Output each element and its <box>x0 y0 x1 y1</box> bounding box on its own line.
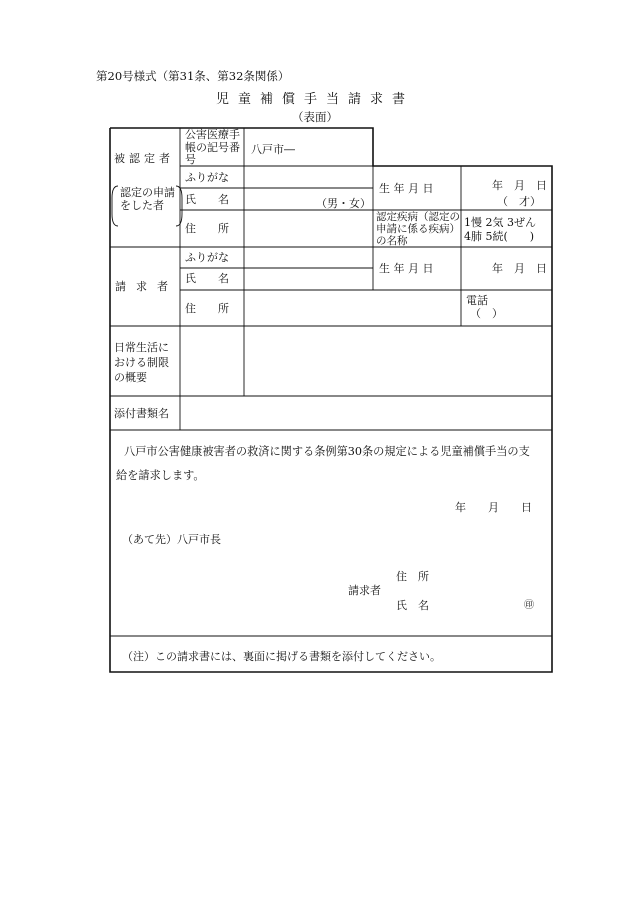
claimant-furigana-label: ふりがな <box>185 251 229 264</box>
side-label: （表面） <box>292 110 338 124</box>
disease-options-line1[interactable]: 1慢 2気 3ぜん <box>464 216 536 229</box>
certified-furigana-label: ふりがな <box>185 171 229 184</box>
daily-life-label: 日常生活における制限の概要 <box>114 341 169 384</box>
claimant-label: 請求者 <box>115 280 178 293</box>
handbook-value[interactable]: 八戸市― <box>251 143 295 156</box>
form-number: 第20号様式（第31条、第32条関係） <box>96 69 290 83</box>
declaration-line1: 八戸市公害健康被害者の救済に関する条例第30条の規定による児童補償手当の支 <box>124 445 530 458</box>
sign-address-label: 住 所 <box>396 570 429 583</box>
claimant-birth-label: 生 年 月 日 <box>379 262 434 275</box>
sign-name-label: 氏 名 <box>396 599 429 612</box>
certified-birth-label: 生 年 月 日 <box>379 182 434 195</box>
handbook-label: 公害医療手帳の記号番号 <box>185 128 240 166</box>
addressee: （あて先）八戸市長 <box>122 533 221 546</box>
certified-birth-value[interactable]: 年 月 日 <box>492 179 547 192</box>
claimant-address-label: 住 所 <box>185 302 229 315</box>
attachments-label: 添付書類名 <box>114 407 169 420</box>
declaration-line2: 給を請求します。 <box>116 469 205 482</box>
seal-mark: ㊞ <box>524 600 534 611</box>
certified-name-label: 氏 名 <box>185 193 229 206</box>
note-text: （注）この請求書には、裏面に掲げる書類を添付してください。 <box>122 650 441 663</box>
claimant-name-label: 氏 名 <box>185 272 229 285</box>
certified-address-label: 住 所 <box>185 222 229 235</box>
phone-label: 電話 <box>466 294 488 307</box>
certified-age-value[interactable]: （ 才） <box>497 195 541 208</box>
document-title: 児童補償手当請求書 <box>215 92 414 107</box>
declaration-date[interactable]: 年 月 日 <box>455 501 532 514</box>
disease-options-line2[interactable]: 4肺 5続( ) <box>464 230 535 243</box>
claimant-birth-value[interactable]: 年 月 日 <box>492 262 547 275</box>
phone-value[interactable]: （ ） <box>470 307 503 320</box>
sex-options[interactable]: （男・女） <box>316 197 371 210</box>
certified-bracket-note: 認定の申請をした者 <box>120 186 175 212</box>
claimant-sign-label: 請求者 <box>348 584 381 597</box>
certified-person-label: 被認定者 <box>114 152 174 165</box>
disease-label: 認定疾病（認定の申請に係る疾病）の名称 <box>376 211 460 247</box>
